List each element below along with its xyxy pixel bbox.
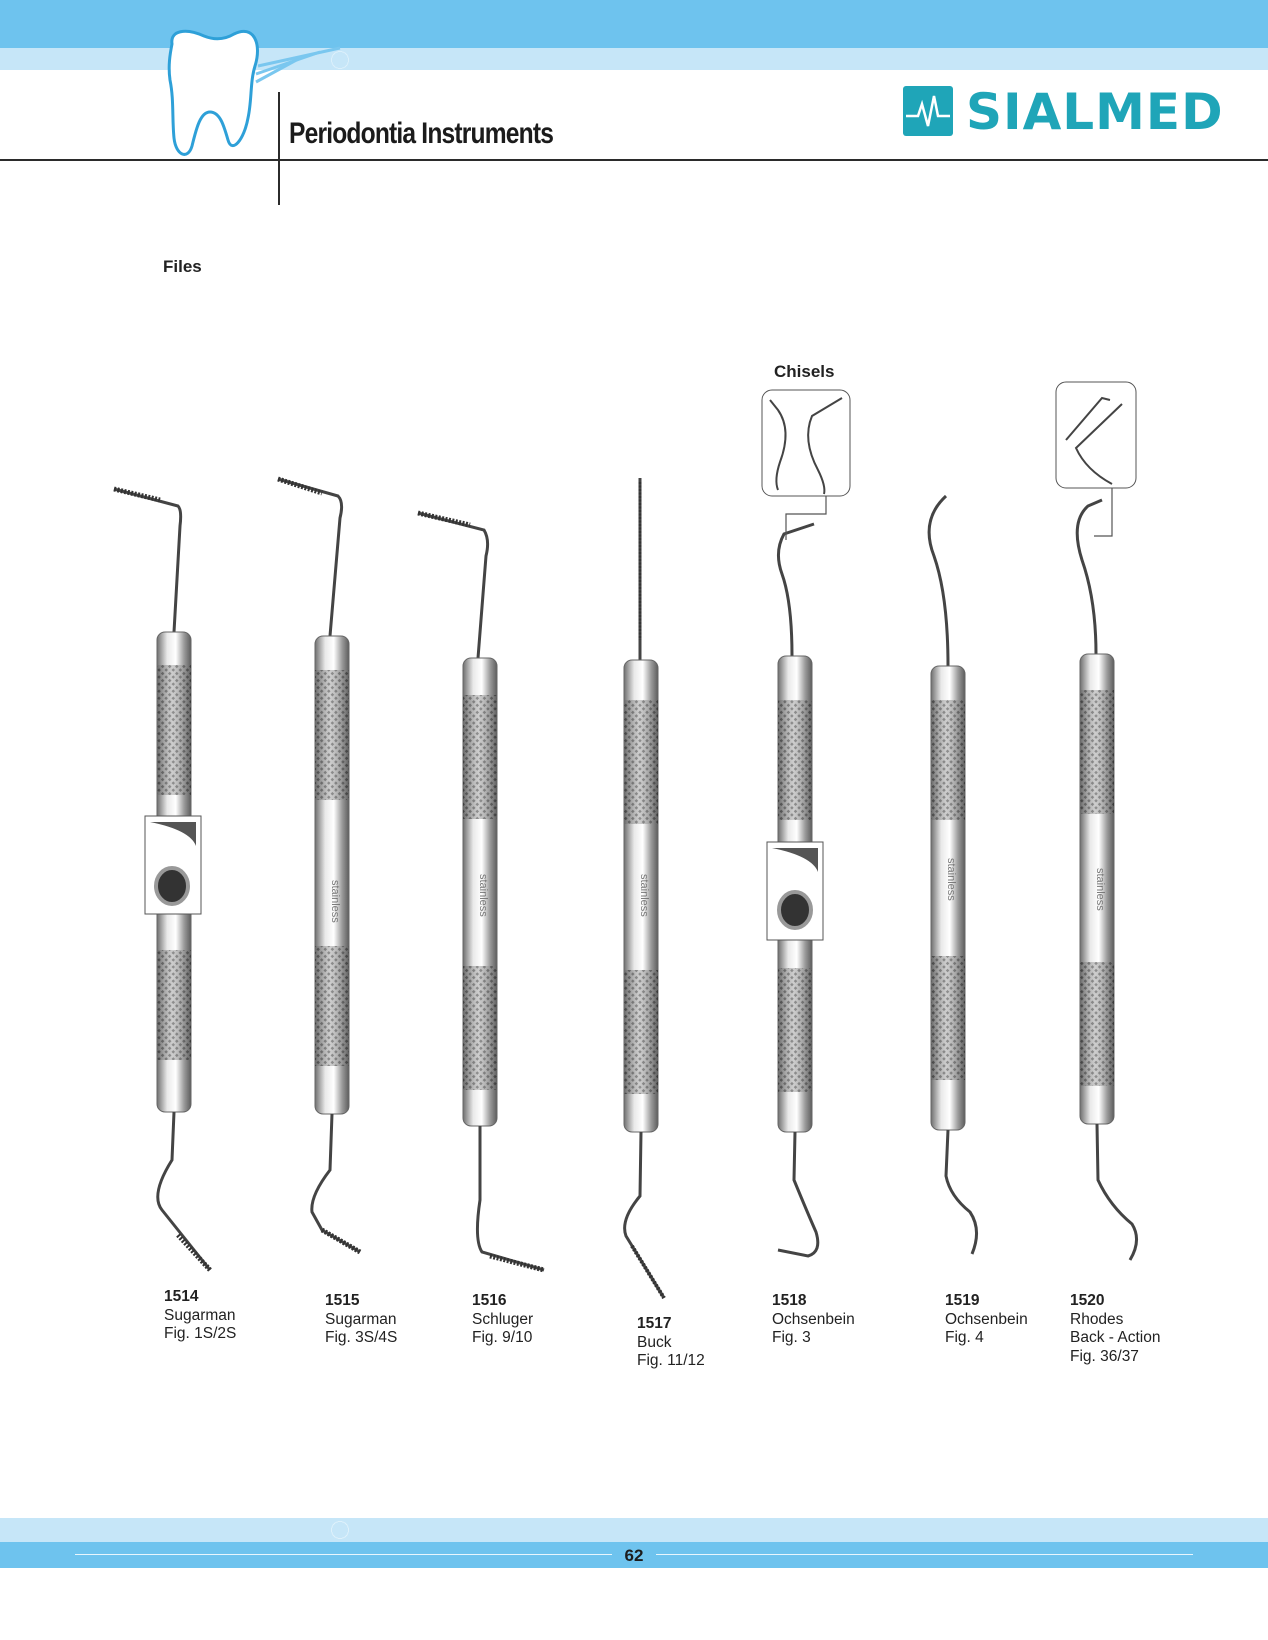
section-label: Files bbox=[163, 257, 202, 276]
product-caption-1517 bbox=[637, 1315, 705, 1371]
instrument-1518 bbox=[762, 390, 850, 1256]
instrument-1516 bbox=[418, 513, 544, 1270]
product-code: 1515 bbox=[325, 1292, 360, 1309]
product-caption-1520 bbox=[1070, 1292, 1160, 1366]
product-caption-1515 bbox=[325, 1292, 397, 1348]
product-code: 1514 bbox=[164, 1288, 199, 1305]
product-figure: Fig. 11/12 bbox=[637, 1352, 705, 1369]
product-code: 1520 bbox=[1070, 1292, 1105, 1309]
product-caption-1514 bbox=[164, 1288, 236, 1344]
page-number: 62 bbox=[612, 1544, 656, 1568]
handle-engraving-1515: stainless bbox=[329, 880, 341, 923]
product-name: Ochsenbein bbox=[945, 1310, 1028, 1328]
product-caption-1516 bbox=[472, 1292, 533, 1348]
product-variant: Back - Action bbox=[1070, 1329, 1161, 1346]
handle-engraving-1519: stainless bbox=[945, 858, 957, 901]
chisels-label: Chisels bbox=[774, 362, 835, 381]
instrument-1517 bbox=[624, 478, 664, 1298]
product-name: Ochsenbein bbox=[772, 1310, 855, 1328]
product-name: Buck bbox=[637, 1333, 672, 1351]
instrument-1519 bbox=[929, 496, 976, 1254]
product-figure: Fig. 9/10 bbox=[472, 1329, 533, 1346]
handle-engraving-1520: stainless bbox=[1094, 868, 1106, 911]
product-name: Schluger bbox=[472, 1310, 534, 1328]
product-figure: Fig. 4 bbox=[945, 1329, 984, 1346]
product-figure: Fig. 3 bbox=[772, 1329, 811, 1346]
instrument-1520 bbox=[1056, 382, 1137, 1260]
instrument-1515 bbox=[278, 479, 360, 1252]
brand-name: SIALMED bbox=[966, 83, 1224, 141]
chisel-detail-box-1520 bbox=[1056, 382, 1136, 488]
footer-ring-pattern bbox=[330, 1518, 1268, 1542]
product-code: 1517 bbox=[637, 1315, 672, 1332]
product-name: Rhodes bbox=[1070, 1310, 1124, 1328]
product-figure: Fig. 1S/2S bbox=[164, 1325, 237, 1342]
product-name: Sugarman bbox=[164, 1306, 236, 1324]
product-code: 1518 bbox=[772, 1292, 807, 1309]
product-name: Sugarman bbox=[325, 1310, 397, 1328]
product-code: 1516 bbox=[472, 1292, 507, 1309]
handle-engraving-1516: stainless bbox=[477, 874, 489, 917]
product-figure: Fig. 36/37 bbox=[1070, 1347, 1139, 1365]
instrument-1514 bbox=[114, 489, 210, 1270]
product-code: 1519 bbox=[945, 1292, 980, 1309]
product-caption-1518 bbox=[772, 1292, 855, 1348]
page-title: Periodontia Instruments bbox=[289, 117, 554, 150]
handle-engraving-1517: stainless bbox=[638, 874, 650, 917]
product-figure: Fig. 3S/4S bbox=[325, 1329, 398, 1346]
product-caption-1519 bbox=[945, 1292, 1028, 1348]
